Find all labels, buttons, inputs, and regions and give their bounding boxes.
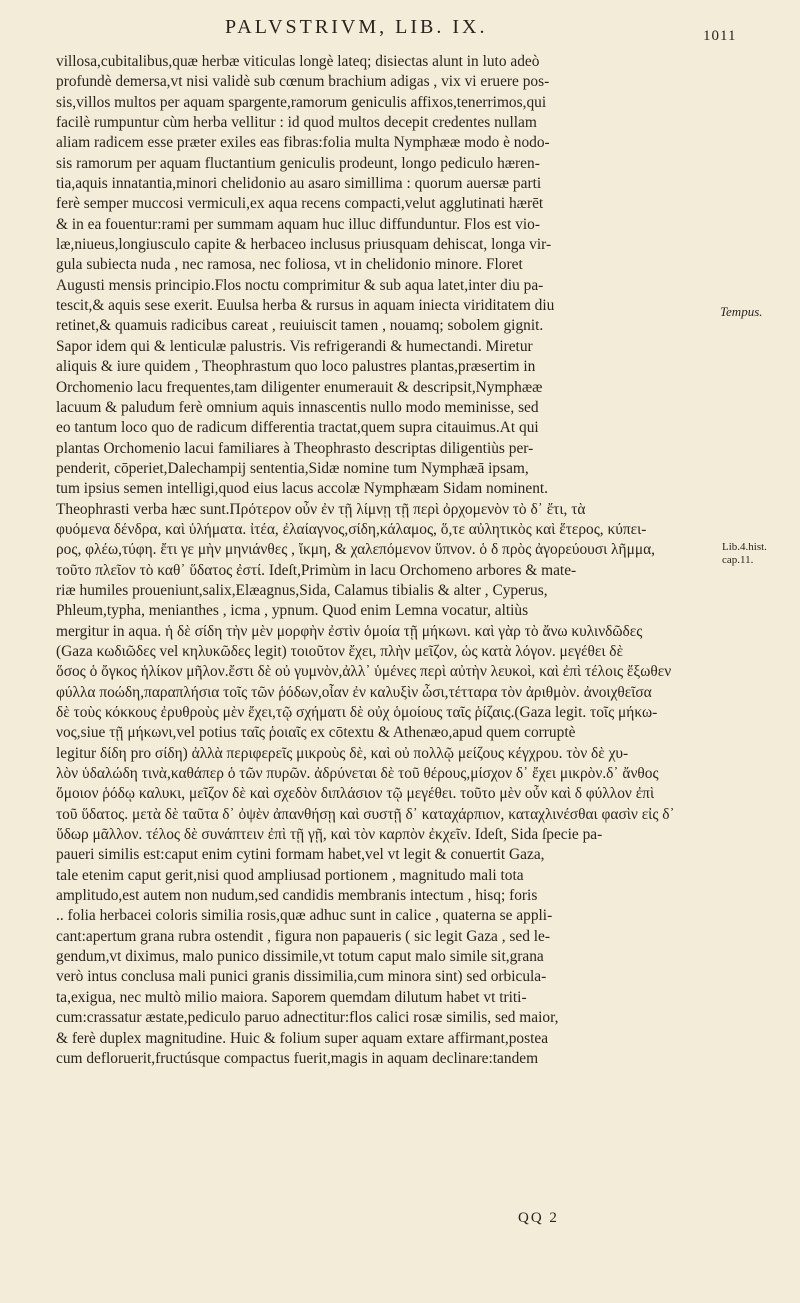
text-line: læ,niueus,longiusculo capite & herbaceo inclusus priusquam dehiscat, longa vir- (56, 236, 552, 254)
margin-note-tempus: Tempus. (720, 304, 763, 319)
text-line: legitur δίδη pro σίδη) ἀλλὰ περιφερεῖς μικροὺς δὲ, καὶ οὐ πολλῷ μείζους κέγχρου. τὸν δὲ χυ- (56, 744, 629, 762)
text-line: λὸν ὑδαλώδη τινὰ,καθάπερ ὁ τῶν πυρῶν. ἀδρύνεται δὲ τοῦ θέρους,μίσχον δ᾿ ἔχει μικρὸν.δ᾿ ἄνθος (56, 765, 659, 783)
text-line: δὲ τοὺς κόκκους ἐρυθροὺς μὲν ἔχει,τῷ σχήματι δὲ οὐχ ὁμοίους ταῖς ῥίζαις.(Gaza legit. τοῖς μήκω- (56, 704, 658, 721)
text-line: τοῦ ὕδατος. μετὰ δὲ ταῦτα δ᾿ ὀψὲν ἀπανθήσῃ καὶ συστῇ δ᾿ καταχάρπιον, καταχλινέσθαι φασὶν εἰς δ᾿ (56, 805, 675, 823)
text-line: νος,siue τῇ μήκωνι,vel potius ταῖς ῥοιαῖς ex cōtextu & Athenæo,apud quem corruptè (56, 724, 576, 742)
text-line: & in ea fouentur:rami per summam aquam huc illuc diffunduntur. Flos est vio- (56, 215, 541, 233)
running-head: PALVSTRIVM, LIB. IX. (225, 16, 488, 38)
text-line: Augusti mensis principio.Flos noctu comprimitur & sub aqua latet,inter diu pa- (56, 276, 544, 294)
text-line: sis ramorum per aquam fluctantium geniculis prodeunt, longo pediculo hæren- (56, 154, 540, 172)
margin-note-reference-line2: cap.11. (722, 554, 754, 566)
text-line: Sapor idem qui & lenticulæ palustris. Vis refrigerandi & humectandi. Miretur (56, 337, 533, 355)
text-line: tia,aquis innatantia,minori chelidonio au asaro simillima : quorum auersæ parti (56, 175, 542, 193)
text-line: ὅσος ὁ ὄγκος ἡλίκον μῆλον.ἔστι δὲ οὐ γυμνὸν,ἀλλ᾿ ὑμένες περὶ αὐτὴν λευκοὶ, καὶ ἐπὶ τέλοις ἔξωθεν (56, 663, 672, 681)
text-line: aliquis & iure quidem , Theophrastum quo loco palustres plantas,præsertim in (56, 358, 536, 376)
text-line: plantas Orchomenio lacui familiares à Theophrasto descriptas diligentiùs per- (56, 439, 534, 457)
text-line: cum:crassatur æstate,pediculo paruo adnectitur:flos calici rosæ similis, sed maior, (56, 1009, 559, 1027)
text-line: villosa,cubitalibus,quæ herbæ viticulas longè lateq; disiectas alunt in luto adeò (56, 53, 540, 70)
text-line: φύλλα ποώδη,παραπλήσια τοῖς τῶν ῥόδων,οἷαν ἐν καλυξὶν ὦσι,τέτταρα τὸν ἀριθμὸν. ἀνοιχθεῖσα (56, 683, 652, 701)
text-line: riæ humiles proueniunt,salix,Elæagnus,Sida, Calamus tibialis & alter , Cyperus, (56, 581, 548, 599)
text-line: ta,exigua, nec multò milio maiora. Saporem quemdam dilutum habet vt triti- (56, 988, 527, 1006)
text-line: φυόμενα δένδρα, καὶ ὑλήματα. ἰτέα, ἐλαίαγνος,σίδη,κάλαμος, ὅ,τε αὐλητικὸς καὶ ἕτερος, κύπει- (56, 520, 647, 538)
text-line: .. folia herbacei coloris similia rosis,quæ adhuc sunt in calice , quaterna se appli- (56, 907, 553, 925)
text-line: gendum,vt diximus, malo punico dissimile,vt totum caput malo simile sit,grana (56, 948, 544, 966)
text-line: sis,villos multos per aquam spargente,ramorum geniculis affixos,tenerrimos,qui (56, 93, 547, 111)
text-line: tum ipsius semen intelligi,quod eius lacus accolæ Nymphæam Sidam nominent. (56, 480, 549, 498)
text-line: τοῦτο πλεῖον τὸ καθ᾿ ὕδατος ἐστί. Ideſt,Primùm in lacu Orchomeno arbores & mate- (56, 561, 577, 579)
body-text (56, 52, 716, 1069)
text-line: tale etenim caput gerit,nisi quod ampliusad portionem , magnitudo mali tota (56, 866, 524, 884)
page-number: 1011 (703, 28, 737, 44)
text-line: ὕδωρ μᾶλλον. τέλος δὲ συνάπτειν ἐπὶ τῇ γῇ, καὶ τὸν καρπὸν ἐκχεῖν. Ideſt, Sida ſpecie pa- (56, 826, 603, 844)
text-line: lacuum & paludum ferè omnium aquis innascentis nullo modo meminisse, sed (56, 398, 539, 416)
text-line: ὅμοιον ῥόδῳ καλυκι, μεῖζον δὲ καὶ σχεδὸν διπλάσιον τῷ μεγέθει. τοῦτο μὲν οὖν καὶ δ φύλλον ἐπὶ (56, 785, 655, 803)
text-line: eo tantum loco quo de radicum differentia tractat,quem supra citauimus.At qui (56, 419, 539, 437)
text-line: cum defloruerit,fructúsque compactus fuerit,magis in aquam declinare:tandem (56, 1049, 539, 1067)
text-line: penderit, cōperiet,Dalechampij sententia,Sidæ nomine tum Nymphæā ipsam, (56, 459, 529, 477)
text-line: mergitur in aqua. ἡ δὲ σίδη τὴν μὲν μορφὴν ἐστὶν ὁμοία τῇ μήκωνι. καὶ γὰρ τὸ ἄνω κυλινδῶδες (56, 622, 643, 640)
text-line: ferè semper muccosi vermiculi,ex aqua recens compacti,velut agglutinati hærēt (56, 195, 544, 213)
text-line: profundè demersa,vt nisi validè sub cœnum brachium adigas , vix vi eruere pos- (56, 73, 550, 91)
text-line: Phleum,typha, menianthes , icma , ypnum. Quod enim Lemna vocatur, altiùs (56, 602, 529, 620)
text-line: tescit,& aquis sese exerit. Euulsa herba & rursus in aquam iniecta viriditatem diu (56, 297, 555, 315)
margin-note-reference-line1: Lib.4.hist. (722, 541, 767, 553)
text-line: & ferè duplex magnitudine. Huic & folium super aquam extare affirmant,postea (56, 1029, 549, 1047)
text-line: Orchomenio lacu frequentes,tam diligenter enumerauit & descripsit,Nymphææ (56, 378, 543, 396)
text-line: aliam radicem esse præter exiles eas fibras:folia multa Nymphææ modo è nodo- (56, 134, 550, 152)
text-line: ρος, φλέω,τύφη. ἔτι γε μὴν μηνιάνθες , ἴκμη, & χαλεπόμενον ὕπνον. ὁ δ πρὸς ἀγορεύουσι λῆμμα, (56, 541, 655, 559)
text-line: cant:apertum grana rubra ostendit , figura non papaueris ( sic legit Gaza , sed le- (56, 927, 551, 945)
text-line: retinet,& quamuis radicibus careat , reuiuiscit tamen , nouamq; sobolem gignit. (56, 317, 544, 335)
text-line: verò intus conclusa mali punici granis dissimilia,cum minora sint) sed orbicula- (56, 968, 547, 986)
text-line: paueri similis est:caput enim cytini formam habet,vel vt legit & conuertit Gaza, (56, 846, 545, 864)
text-line: (Gaza κωδιῶδες vel κηλυκῶδες legit) τοιοῦτον ἔχει, πλὴν μεῖζον, ὡς κατὰ λόγον. μεγέθει δὲ (56, 642, 624, 660)
text-line: amplitudo,est autem non nudum,sed candidis membranis intectum , hisq; foris (56, 887, 538, 905)
text-line: Theophrasti verba hæc sunt.Πρότερον οὖν ἐν τῇ λίμνῃ τῇ περὶ ὀρχομενὸν τὸ δ᾿ ἔτι, τὰ (56, 500, 586, 518)
text-line: facilè rumpuntur cùm herba vellitur : id quod multos decepit credentes nullam (56, 114, 537, 132)
text-line: gula subiecta nuda , nec ramosa, nec foliosa, vt in chelidonio minore. Floret (56, 256, 523, 274)
margin-note-reference (722, 541, 767, 567)
signature-mark: QQ 2 (518, 1210, 559, 1226)
